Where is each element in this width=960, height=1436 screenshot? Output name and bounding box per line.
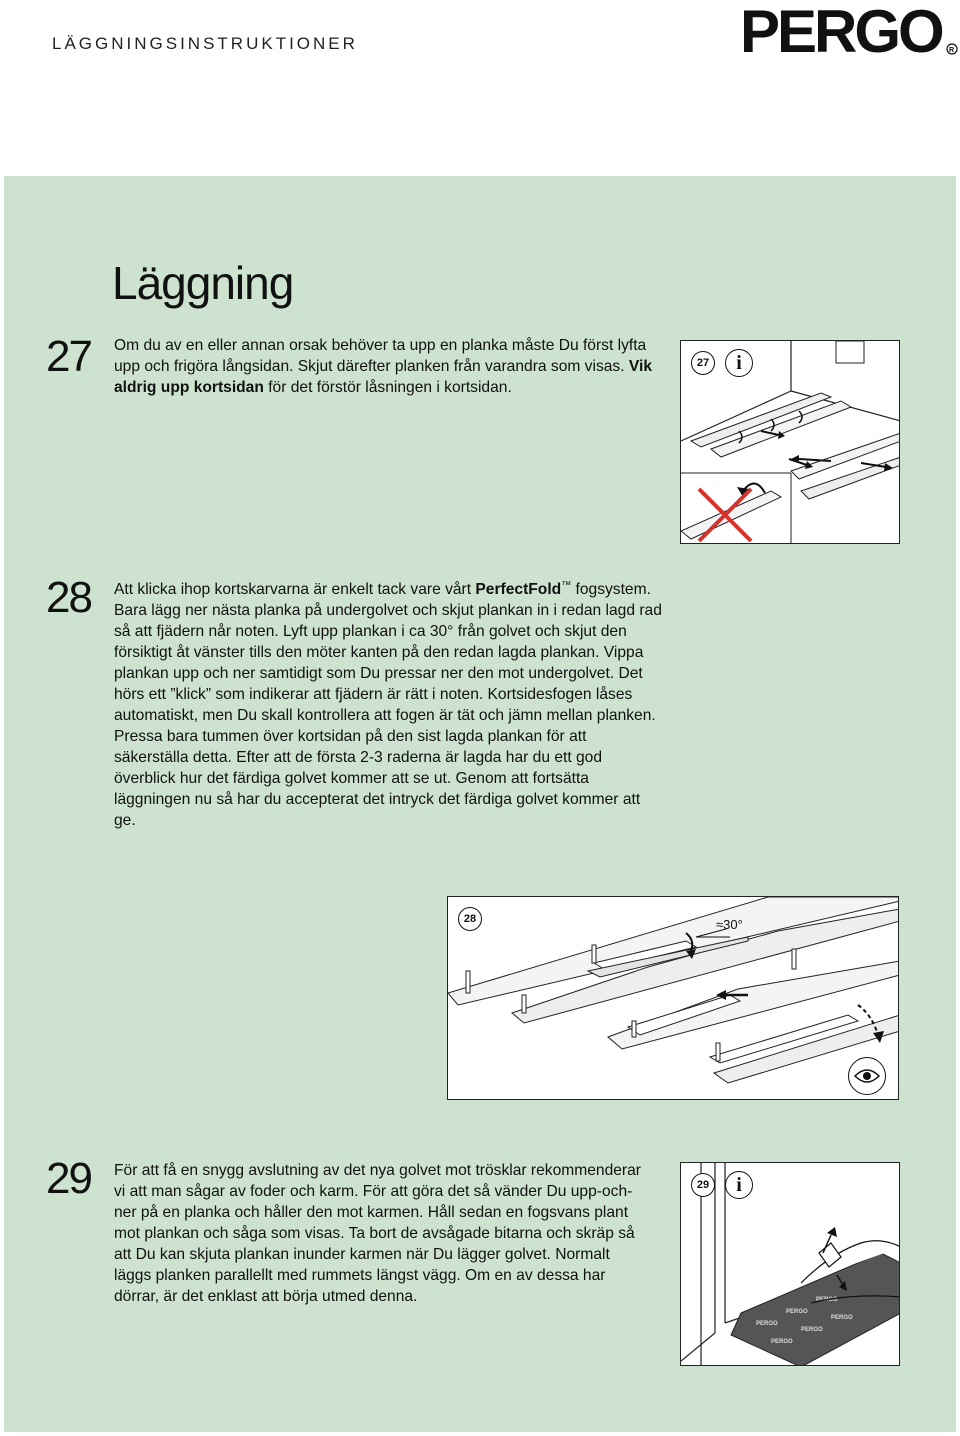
step-27-warning: Vik aldrig upp kortsidan [114, 358, 653, 396]
step-28-text: Att klicka ihop kortskarvarna är enkelt tack vare vårt PerfectFold™ fogsystem. Bara lägg ner nästa planka på undergolvet och skjut plankan in i redan lagd rad så att fjädern når noten. Lyft upp plankan i ca 30° från golvet och skjut den försiktigt åt vänster tills den möter kanten på den redan lagda plankan. Vippa plankan upp och ner samtidigt som Du pressar ner den mot undergolvet. Det hörs ett ”klick” som indikerar att fjädern är rätt i noten. Kortsidesfogen låses automatiskt, men Du skall kontrollera att fogen är tät och jämn mellan planken. Pressa bara tummen över kortsidan på den sist lagda plankan för att säkerställa detta. Efter att de första 2-3 raderna är lagda har du ett god överblick hur det färdiga golvet kommer att se ut. Genom att fortsätta läggningen nu så har du accepterat det intryck det färdiga golvet kommer att ge. [114, 580, 662, 830]
document-header-title: LÄGGNINGSINSTRUKTIONER [52, 34, 358, 53]
step-29-illustration [680, 1162, 900, 1366]
step-29-text: För att få en snygg avslutning av det nya golvet mot trösklar rekommenderar vi att man sågar av foder och karm. För att göra det så vänder Du upp-och-ner på en planka och håller den mot karmen. Håll sedan en fogsvans plant mot plankan och såga som visas. Ta bort de avsågade bitarna och skräp så att Du kan skjuta plankan inunder karmen när Du lägger golvet. Normalt läggs planken parallellt med rummets längst vägg. Om en av dessa har dörrar, är det enklast att börja utmed denna. [114, 1162, 641, 1305]
perfectfold-brand: PerfectFold [475, 581, 562, 599]
svg-text:PERGO: PERGO [801, 1327, 823, 1333]
svg-text:PERGO: PERGO [771, 1339, 793, 1345]
step-number-29: 29 [46, 1154, 91, 1203]
info-icon: i [725, 349, 753, 377]
svg-text:PERGO: PERGO [831, 1315, 853, 1321]
angle-label: ≈30° [716, 917, 743, 932]
step-number-27: 27 [46, 332, 91, 381]
svg-text:PERGO: PERGO [816, 1297, 838, 1303]
step-27-badge: 27 [691, 351, 715, 375]
step-28-badge: 28 [458, 907, 482, 931]
eye-icon [848, 1057, 886, 1095]
svg-text:PERGO: PERGO [756, 1321, 778, 1327]
svg-text:R: R [949, 47, 955, 54]
step-29-badge: 29 [691, 1173, 715, 1197]
info-icon: i [725, 1171, 753, 1199]
step-27-text: Om du av en eller annan orsak behöver ta upp en planka måste Du först lyfta upp och frigöra långsidan. Skjut därefter planken från varandra som visas. Vik aldrig upp kortsidan för det förstör låsningen i kortsidan. [114, 337, 653, 396]
section-heading: Läggning [112, 257, 294, 309]
pergo-logo [740, 2, 960, 58]
step-number-28: 28 [46, 573, 91, 622]
pergo-logo-text: PERGO [740, 2, 942, 58]
svg-text:PERGO: PERGO [786, 1309, 808, 1315]
step-27-illustration [680, 340, 900, 544]
step-28-illustration [447, 896, 899, 1100]
